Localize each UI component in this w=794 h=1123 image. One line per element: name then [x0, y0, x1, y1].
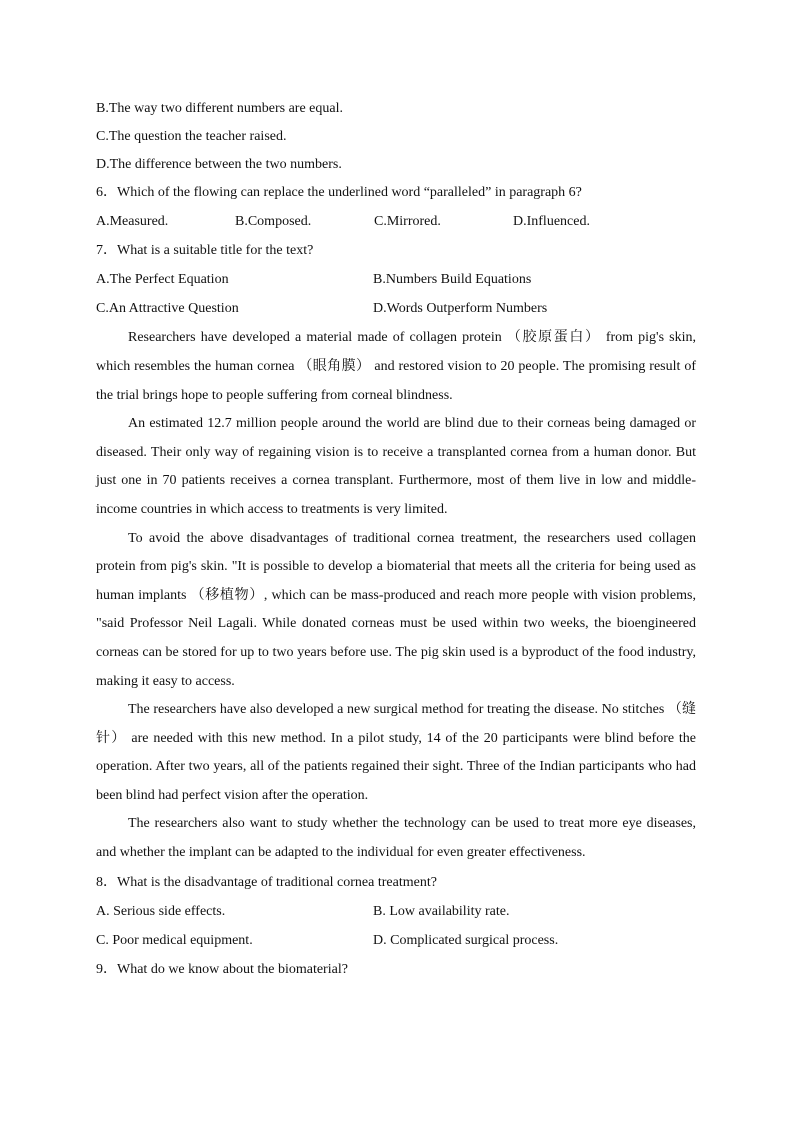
question-7-options-row1 — [96, 265, 696, 294]
option-d-prev: D.The difference between the two numbers. — [96, 156, 342, 172]
question-8-options-row1 — [96, 897, 696, 926]
q7-option-a: A.The Perfect Equation — [96, 272, 229, 288]
passage-paragraph-1: Researchers have developed a material made of collagen protein （胶原蛋白） from pig's skin, which resembles the human cornea （眼角膜） and restored vision to 20 people. The promising result of the trial brings hope to people suffering from corneal blindness. — [96, 330, 696, 403]
question-9: 9．What do we know about the biomaterial? — [96, 961, 348, 977]
q7-option-b: B.Numbers Build Equations — [373, 272, 532, 288]
q6-option-a: A.Measured. — [96, 214, 169, 230]
option-b-prev: B.The way two different numbers are equal. — [96, 101, 343, 116]
q8-option-d: D. Complicated surgical process. — [373, 932, 559, 948]
question-6: 6．Which of the flowing can replace the underlined word “paralleled” in paragraph 6? — [96, 185, 582, 201]
option-c-prev: C.The question the teacher raised. — [96, 128, 287, 144]
passage-paragraph-2: An estimated 12.7 million people around the world are blind due to their corneas being damaged or diseased. Their only way of regaining vision is to receive a transplanted cornea from a human donor. But just one in 70 patients receives a cornea transplant. Furthermore, most of them live in low and middle-income countries in which access to treatments is very limited. — [96, 416, 696, 517]
passage-paragraph-4: The researchers have also developed a new surgical method for treating the disease. No stitches （缝针） are needed with this new method. In a pilot study, 14 of the 20 participants were blind before the operation. After two years, all of the patients regained their sight. Three of the Indian participants who had been blind had perfect vision after the operation. — [96, 702, 696, 803]
q6-option-d: D.Influenced. — [513, 214, 590, 230]
passage-paragraph-3: To avoid the above disadvantages of traditional cornea treatment, the researchers used collagen protein from pig's skin. "It is possible to develop a biomaterial that meets all the criteria for being used as human implants （移植物）, which can be mass-produced and reach more people with vision problems, "said Professor Neil Lagali. While donated corneas must be used within two weeks, the bioengineered corneas can be stored for up to two years before use. The pig skin used is a byproduct of the food industry, making it easy to access. — [96, 530, 696, 689]
q6-option-b: B.Composed. — [235, 214, 312, 230]
question-7: 7．What is a suitable title for the text? — [96, 243, 314, 259]
question-7-options-row2 — [96, 294, 696, 323]
q8-option-a: A. Serious side effects. — [96, 903, 226, 919]
q6-option-c: C.Mirrored. — [374, 214, 441, 230]
q8-option-c: C. Poor medical equipment. — [96, 932, 253, 948]
question-6-options — [96, 207, 696, 236]
q7-option-d: D.Words Outperform Numbers — [373, 301, 548, 317]
q7-option-c: C.An Attractive Question — [96, 301, 239, 317]
exam-page — [96, 95, 696, 984]
passage-paragraph-5: The researchers also want to study whether the technology can be used to treat more eye diseases, and whether the implant can be adapted to the individual for even greater effectiveness. — [96, 816, 696, 861]
q8-option-b: B. Low availability rate. — [373, 903, 510, 919]
question-8-options-row2 — [96, 926, 696, 955]
question-8: 8．What is the disadvantage of traditional cornea treatment? — [96, 874, 437, 890]
